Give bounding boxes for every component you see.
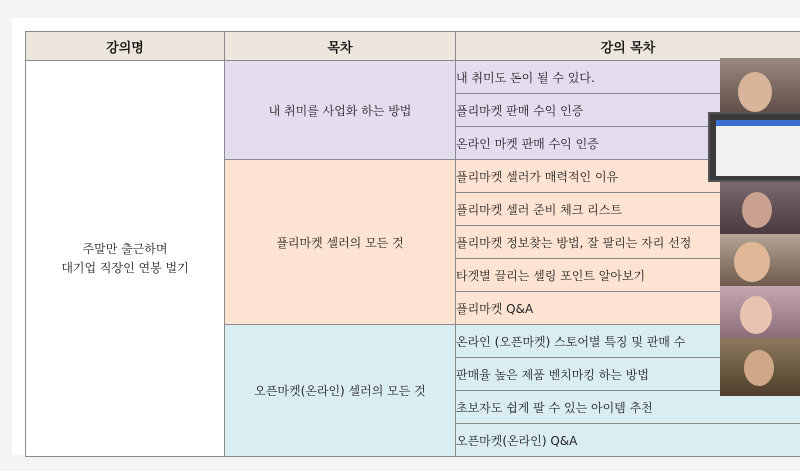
- course-name-line2: 대기업 직장인 연봉 벌기: [61, 260, 189, 275]
- curriculum-table: [25, 31, 800, 457]
- header-course-name: 강의명: [26, 32, 225, 61]
- lesson-item: 온라인 마켓 판매 수익 인증: [456, 127, 800, 160]
- participant-video-tile[interactable]: [720, 338, 800, 396]
- participant-face: [734, 242, 770, 282]
- lesson-item: 오픈마켓(온라인) Q&A: [456, 424, 800, 457]
- lesson-item: 플리마켓 판매 수익 인증: [456, 94, 800, 127]
- lesson-item: 타겟별 끌리는 셀링 포인트 알아보기: [456, 259, 800, 292]
- lesson-item: 온라인 (오픈마켓) 스토어별 특징 및 판매 수: [456, 325, 800, 358]
- lesson-item: 초보자도 쉽게 팔 수 있는 아이템 추천: [456, 391, 800, 424]
- course-name-cell: [26, 61, 225, 457]
- screen-share-preview: [716, 126, 800, 176]
- screen-share-thumbnail[interactable]: [708, 112, 800, 182]
- participant-face: [742, 192, 772, 228]
- lesson-item: 판매율 높은 제품 벤치마킹 하는 방법: [456, 358, 800, 391]
- video-participants-panel[interactable]: [720, 58, 800, 396]
- section-title: 오픈마켓(온라인) 셀러의 모든 것: [225, 325, 456, 457]
- header-toc: 목차: [225, 32, 456, 61]
- lesson-item: 플리마켓 Q&A: [456, 292, 800, 325]
- participant-video-tile[interactable]: [720, 234, 800, 286]
- participant-face: [740, 296, 772, 334]
- lesson-item: 플리마켓 셀러 준비 체크 리스트: [456, 193, 800, 226]
- participant-face: [738, 72, 772, 112]
- participant-video-tile[interactable]: [720, 58, 800, 114]
- table-row: [26, 61, 800, 94]
- section-title: 플리마켓 셀러의 모든 것: [225, 160, 456, 325]
- document-sheet: [12, 18, 800, 455]
- table-header-row: [26, 32, 800, 61]
- participant-video-tile[interactable]: [720, 182, 800, 234]
- lesson-item: 내 취미도 돈이 될 수 있다.: [456, 61, 800, 94]
- lesson-item: 플리마켓 셀러가 매력적인 이유: [456, 160, 800, 193]
- header-lesson-toc: 강의 목차: [456, 32, 800, 61]
- section-title: 내 취미를 사업화 하는 방법: [225, 61, 456, 160]
- course-name-line1: 주말만 출근하며: [82, 241, 168, 256]
- participant-face: [744, 350, 774, 386]
- lesson-item: 플리마켓 정보찾는 방법, 잘 팔리는 자리 선정: [456, 226, 800, 259]
- participant-video-tile[interactable]: [720, 286, 800, 338]
